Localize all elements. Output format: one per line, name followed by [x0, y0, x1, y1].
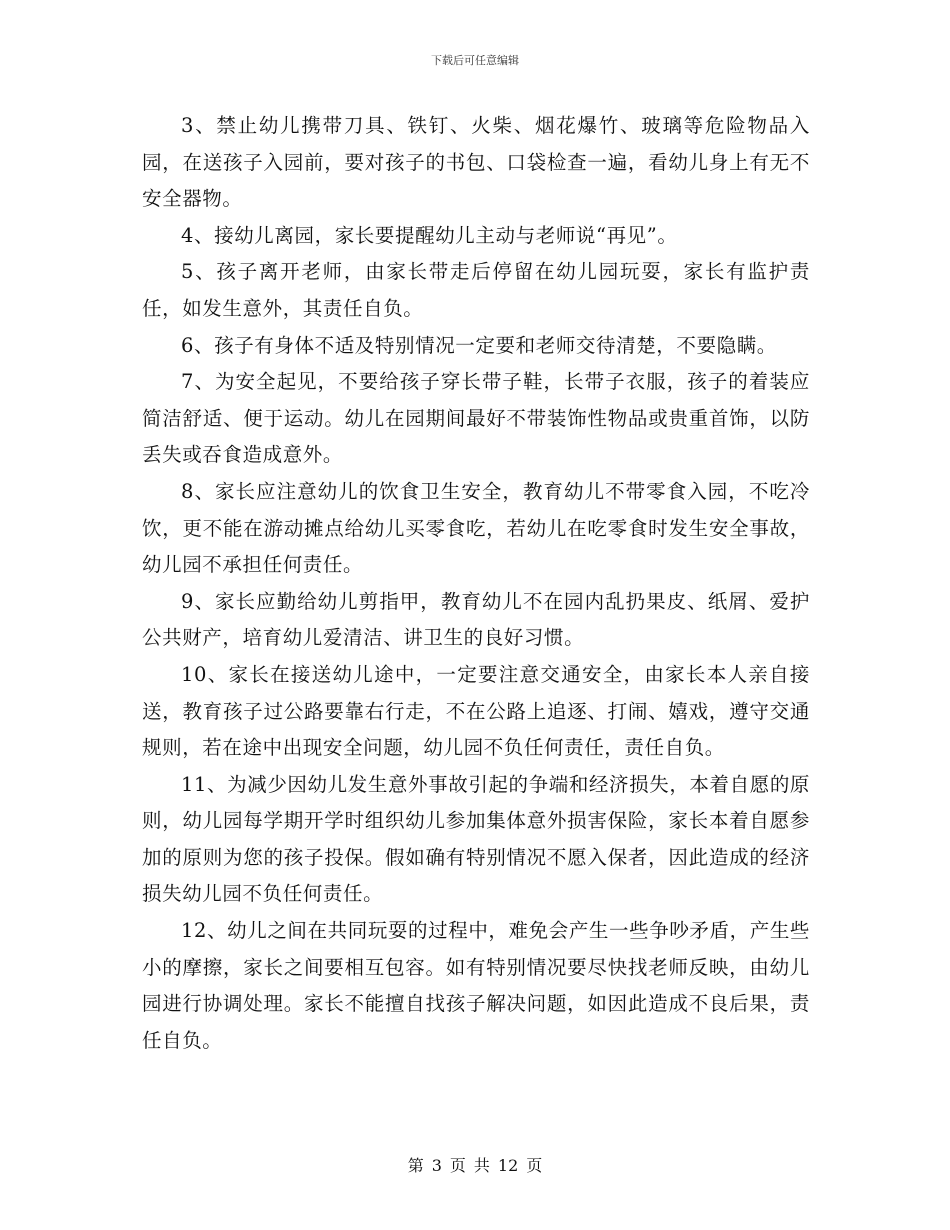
footer-prefix: 第 — [407, 1156, 424, 1175]
page-header-note: 下载后可任意编辑 — [431, 54, 519, 67]
paragraph-item-11: 11、为减少因幼儿发生意外事故引起的争端和经济损失，本着自愿的原则，幼儿园每学期开学时组织幼儿参加集体意外损害保险，家长本着自愿参加的原则为您的孩子投保。假如确有特别情况不愿入保者，因此造成的经济损失幼儿园不负任何责任。 — [142, 772, 811, 906]
document-body — [142, 108, 810, 1059]
paragraph-item-10: 10、家长在接送幼儿途中，一定要注意交通安全，由家长本人亲自接送，教育孩子过公路要靠右行走，不在公路上追逐、打闹、嬉戏，遵守交通规则，若在途中出现安全问题，幼儿园不负任何责任，责任自负。 — [142, 662, 810, 760]
footer-page-number: 3 — [431, 1156, 442, 1175]
paragraph-item-7: 7、为安全起见，不要给孩子穿长带子鞋，长带子衣服，孩子的着装应简洁舒适、便于运动。幼儿在园期间最好不带装饰性物品或贵重首饰，以防丢失或吞食造成意外。 — [142, 370, 810, 467]
paragraph-item-3: 3、禁止幼儿携带刀具、铁钉、火柴、烟花爆竹、玻璃等危险物品入园，在送孩子入园前，要对孩子的书包、口袋检查一遍，看幼儿身上有无不安全器物。 — [142, 114, 810, 211]
paragraph-item-4: 4、接幼儿离园，家长要提醒幼儿主动与老师说“再见”。 — [181, 223, 678, 247]
page-footer — [0, 1153, 950, 1176]
footer-page-word: 页 — [449, 1156, 466, 1175]
footer-total-pages: 12 — [497, 1156, 519, 1175]
paragraph-item-12: 12、幼儿之间在共同玩耍的过程中，难免会产生一些争吵矛盾，产生些小的摩擦，家长之间要相互包容。如有特别情况要尽快找老师反映，由幼儿园进行协调处理。家长不能擅自找孩子解决问题，如因此造成不良后果，责任自负。 — [142, 919, 811, 1052]
paragraph-item-6: 6、孩子有身体不适及特别情况一定要和老师交待清楚，不要隐瞒。 — [181, 333, 777, 357]
footer-total-prefix: 共 — [473, 1156, 490, 1175]
paragraph-item-8: 8、家长应注意幼儿的饮食卫生安全，教育幼儿不带零食入园，不吃冷饮，更不能在游动摊点给幼儿买零食吃，若幼儿在吃零食时发生安全事故，幼儿园不承担任何责任。 — [142, 479, 810, 577]
paragraph-item-5: 5、孩子离开老师，由家长带走后停留在幼儿园玩耍，家长有监护责任，如发生意外，其责任自负。 — [142, 260, 810, 320]
paragraph-item-9: 9、家长应勤给幼儿剪指甲，教育幼儿不在园内乱扔果皮、纸屑、爱护公共财产，培育幼儿爱清洁、讲卫生的良好习惯。 — [142, 589, 810, 650]
footer-suffix: 页 — [526, 1156, 543, 1175]
